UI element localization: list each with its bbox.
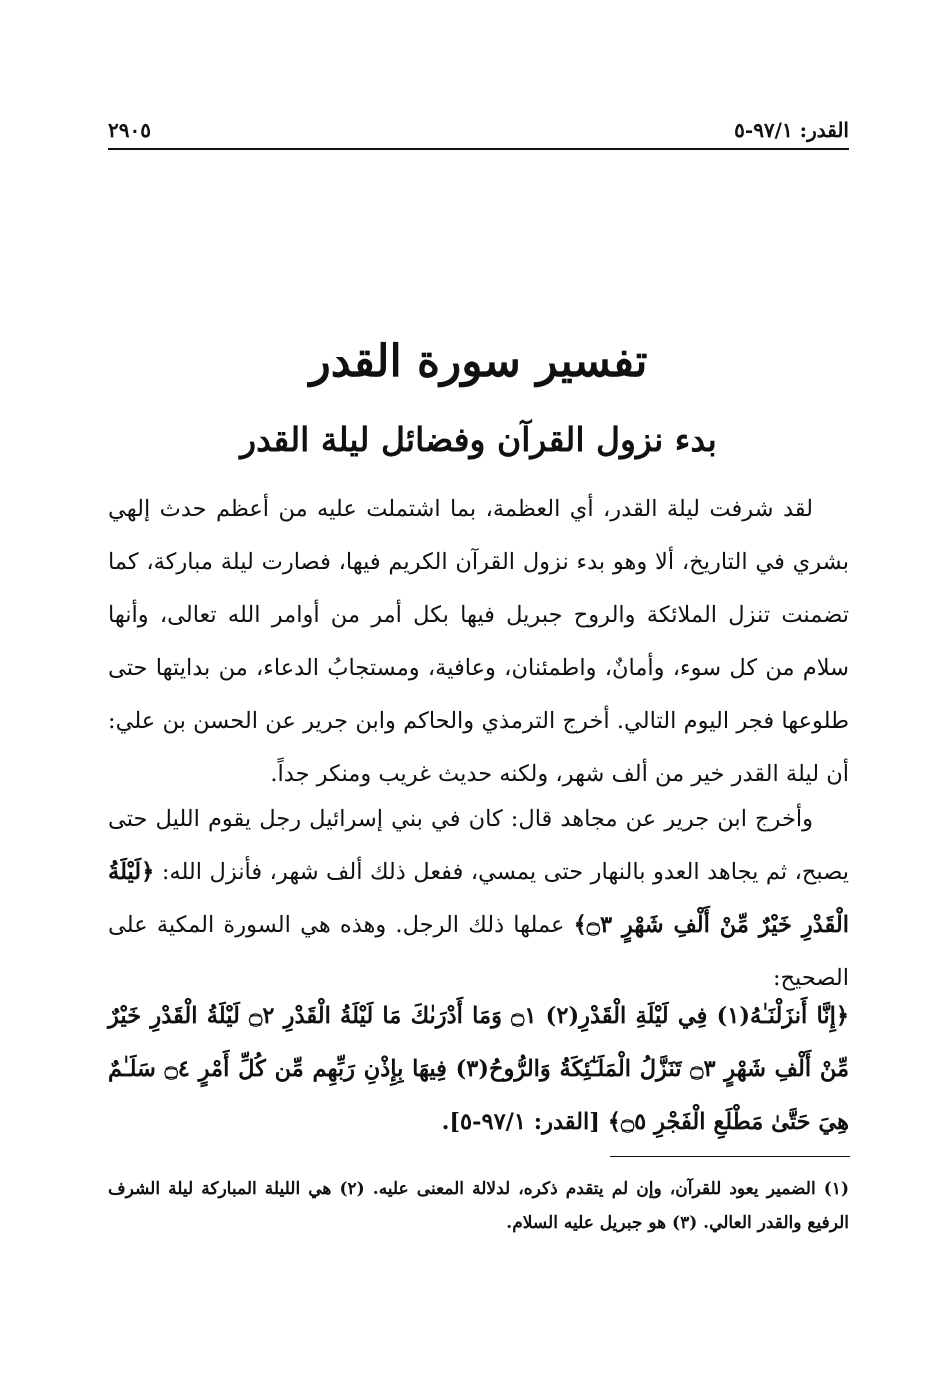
- running-header: [108, 112, 849, 150]
- body-paragraph-2: [108, 793, 849, 1005]
- paragraph-2-text-before: وأخرج ابن جرير عن مجاهد قال: كان في بني إسرائيل رجل يقوم الليل حتى يصبح، ثم يجاهد العدو بالنهار حتى يمسي، ففعل ذلك ألف شهر، فأنزل الله:: [108, 806, 849, 885]
- running-title: القدر: ٩٧/١-٥: [734, 118, 849, 142]
- surah-reference: [القدر: ٩٧/١-٥].: [441, 1109, 608, 1135]
- paragraph-2-text-after: عملها ذلك الرجل. وهذه هي السورة المكية على الصحيح:: [108, 912, 849, 991]
- surah-text: [108, 990, 849, 1149]
- section-subtitle: بدء نزول القرآن وفضائل ليلة القدر: [240, 420, 717, 459]
- surah-verses: ﴿إِنَّا أَنزَلْنَـٰهُ(١) فِي لَيْلَةِ الْقَدْرِ(٢) ۝١ وَمَا أَدْرَىٰكَ مَا لَيْلَةُ الْقَدْرِ ۝٢ لَيْلَةُ الْقَدْرِ خَيْرٌ مِّنْ أَلْفِ شَهْرٍ ۝٣ تَنَزَّلُ الْمَلَـٰٓئِكَةُ وَالرُّوحُ(٣) فِيهَا بِإِذْنِ رَبِّهِم مِّن كُلِّ أَمْرٍ ۝٤ سَلَـٰمٌ هِيَ حَتَّىٰ مَطْلَعِ الْفَجْرِ ۝٥﴾: [108, 1003, 850, 1135]
- body-paragraph-1: لقد شرفت ليلة القدر، أي العظمة، بما اشتملت عليه من أعظم حدث إلهي بشري في التاريخ، ألا وهو بدء نزول القرآن الكريم فيها، فصارت ليلة مباركة، كما تضمنت تنزل الملائكة والروح جبريل فيها بكل أمر من أوامر الله تعالى، وأنها سلام من كل سوء، وأمانٌ، واطمئنان، وعافية، ومستجابُ الدعاء، من بدايتها حتى طلوعها فجر اليوم التالي. أخرج الترمذي والحاكم وابن جرير عن الحسن بن علي: أن ليلة القدر خير من ألف شهر، ولكنه حديث غريب ومنكر جداً.: [108, 496, 849, 787]
- footnote-divider: [610, 1156, 850, 1157]
- page-title: تفسير سورة القدر: [309, 336, 648, 387]
- page-number: ٢٩٠٥: [108, 118, 151, 142]
- footnotes: (١) الضمير يعود للقرآن، وإن لم يتقدم ذكره، لدلالة المعنى عليه. (٢) هي الليلة المباركة ليلة الشرف الرفيع والقدر العالي. (٣) هو جبريل عليه السلام.: [108, 1179, 849, 1233]
- quran-verse-quote: ﴿لَيْلَةُ الْقَدْرِ خَيْرٌ مِّنْ أَلْفِ شَهْرٍ ۝٣﴾: [108, 859, 849, 938]
